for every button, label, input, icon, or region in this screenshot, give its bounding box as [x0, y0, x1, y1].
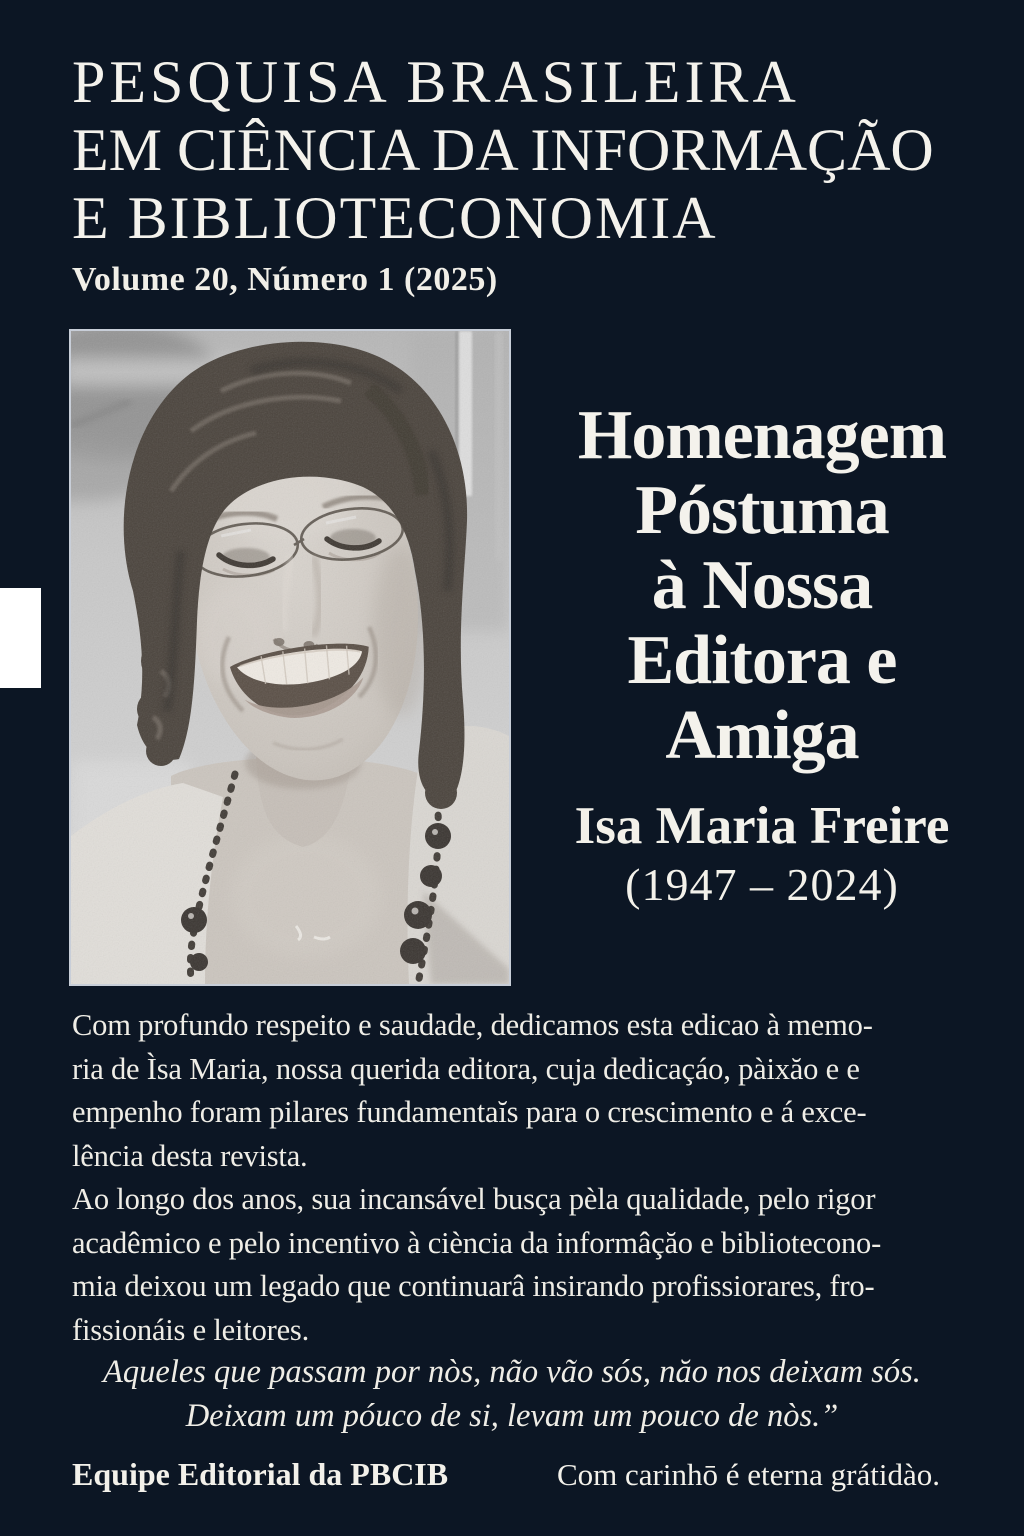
- journal-title-line-3: E BIBLIOTECONOMIA: [72, 185, 718, 251]
- dedication-p2-line-1: Ao longo dos anos, sua incansável busça pèla qualidade, pelo rigor: [72, 1182, 876, 1216]
- dedication-p1-line-1: Com profundo respeito e saudade, dedicamos esta edicao à memo-: [72, 1008, 873, 1042]
- journal-title: [72, 48, 934, 252]
- tribute-heading-line-1: Homenagem: [577, 397, 947, 474]
- portrait-photo-image: [71, 331, 509, 984]
- dedication-paragraph-1: [72, 1004, 982, 1178]
- memorial-quote-line-2: Deixam um póuco de si, levam um pouco de nòs.”: [185, 1398, 839, 1434]
- dedication-p2-line-4: fissionáis e leitores.: [72, 1312, 310, 1347]
- tribute-heading-block: [512, 398, 1012, 911]
- tribute-heading-line-5: Amiga: [665, 697, 859, 774]
- journal-title-line-1: PESQUISA BRASILEIRA: [72, 49, 800, 115]
- memorial-quote-line-1: Aqueles que passam por nòs, não vão sós, năo nos deixam sós.: [103, 1354, 921, 1390]
- spine-white-tab: [0, 588, 41, 688]
- dedication-p1-line-2: ria de Ìsa Maria, nossa querida editora, cuja dedicaçáo, pàixăo e e: [72, 1051, 860, 1086]
- tribute-heading-line-2: Póstuma: [635, 472, 889, 549]
- gratitude-note: Com carinhō é eterna grátidào.: [556, 1457, 940, 1492]
- journal-title-line-2: EM CIÊNCIA DA INFORMAÇÃO: [72, 117, 934, 183]
- tribute-heading-line-4: Editora e: [627, 622, 897, 699]
- dedication-paragraph-2: [72, 1178, 982, 1352]
- tribute-heading-line-3: à Nossa: [651, 547, 873, 624]
- honoree-lifespan: (1947 – 2024): [625, 859, 899, 910]
- masthead: [72, 48, 934, 299]
- dedication-p1-line-4: lência desta revista.: [72, 1138, 308, 1173]
- portrait-photo: [71, 331, 509, 984]
- memorial-quote: [72, 1350, 952, 1438]
- dedication-text: [72, 1004, 982, 1352]
- editorial-team-signature: Equipe Editorial da PBCIB: [72, 1456, 449, 1492]
- footer: [72, 1456, 940, 1493]
- issue-info: Volume 20, Número 1 (2025): [72, 261, 498, 298]
- dedication-p2-line-3: mia deixou um legado que continuarâ insirando profissiorares, fro-: [72, 1269, 875, 1303]
- dedication-p1-line-3: empenho foram pilares fundamentaĭs para o crescimento e á exce-: [72, 1095, 867, 1129]
- dedication-p2-line-2: acadêmico e pelo incentivo à ciència da informâçăo e bibliotecono-: [72, 1225, 882, 1260]
- honoree-name: Isa Maria Freire: [574, 797, 950, 855]
